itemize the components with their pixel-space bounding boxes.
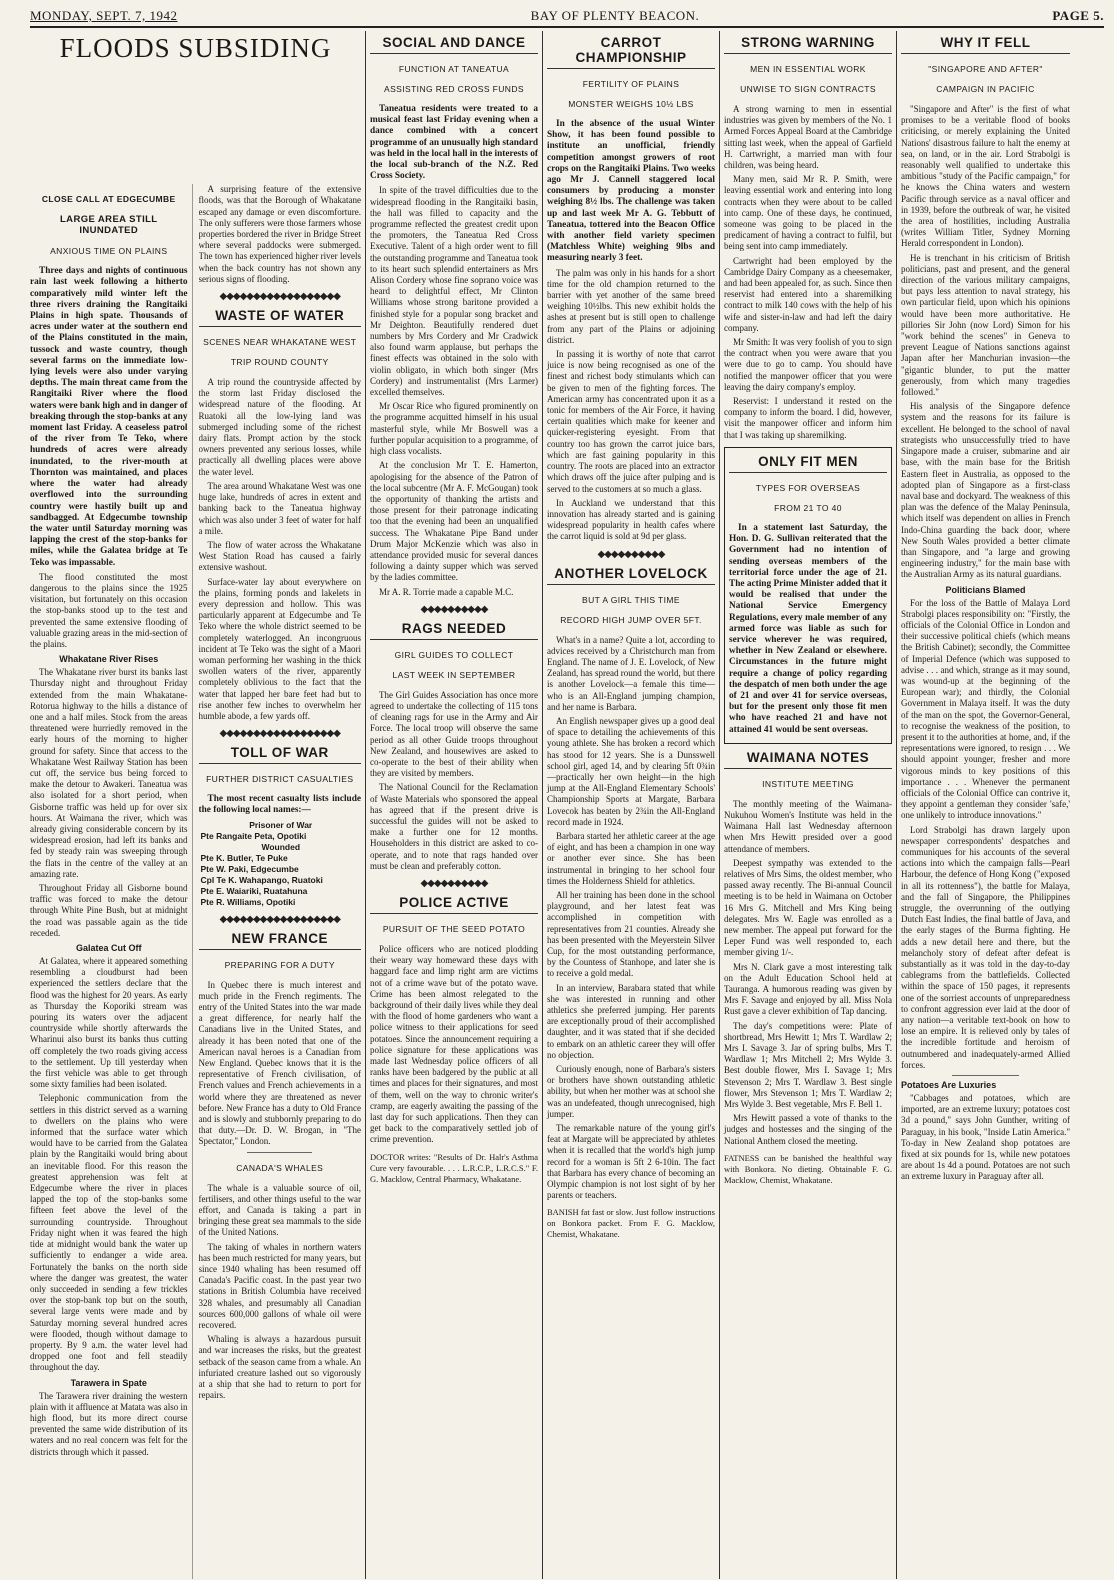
waimana-para: Deepest sympathy was extended to the relatives of Mrs Sims, the oldest member, who passed away recently. The Bi-annual Council meeting is to be held in Waimana on October 16 Mrs G. Mitchell and Mrs King being delegates. Mrs W. Eagle was enrolled as a new member. The appeal put forward for the Leper Fund was well responded to, each member giving 1/-. — [724, 857, 892, 958]
waste-para: A trip round the countryside affected by the storm last Friday disclosed the widespread nature of the flooding. At Ruatoki all the low-lying land was submerged including some of the richest dairy flats. Prompt action by the stock owners prevented any serious losses, while practically all dwelling places were above the water level. — [198, 377, 361, 477]
lovelock-para: What's in a name? Quite a lot, according to advices received by a Christchurch man from England. The name of J. E. Lovelock, of New Zealand, has spread round the world, but there is another Lovelock—a female this time—who is an All-England jumping champion, and her name is Barbara. — [547, 634, 715, 712]
floods-sub-1: CLOSE CALL AT EDGECUMBE — [41, 194, 176, 205]
floods-para: At Galatea, where it appeared something resembling a cloudburst had been experienced the settlers declare that the flood was the highest for 20 years. As early as Thursday the Koporiki stream was pouring its waters over the adjacent countryside while shortly afterwards the Wharinui also burst its banks thus cutting off completely the two roads giving access to the settlement. Up till yesterday when the first vehicle was able to get through some sixty families had been isolated. — [30, 956, 188, 1090]
whyfell-para: "Singapore and After" is the first of what promises to be a veritable flood of books criticising, or merely explaining the United Nations' disastrous failure to halt the enemy at sea, on land, or in the air. Lord Strabolgi is reasonably well qualified to undertake this ambitious "study of the Pacific campaign," for he knows the China waters and western Pacific through service as a naval officer and in 1939, before the outbreak of war, he visited the area of hostilities, including Australia (writes William Titler, Sydney Morning Herald correspondent in London). — [901, 104, 1070, 249]
whyfell-para: He is trenchant in his criticism of British politicians, past and present, and the general direction of the various military campaigns, but pays less attention to naval strategy, his own particular field, upon which his opinions would have been more authoritative. He pillories Sir John (now Lord) Simon for his "work behind the scenes" in Geneva to prevent League of Nations sanctions against Japan after her Manchurian invasion—the "gigantic blunder, to put the matter generously, from which many tragedies followed." — [901, 252, 1070, 398]
floods-subhead: Galatea Cut Off — [75, 943, 142, 954]
rags-sub-2: LAST WEEK IN SEPTEMBER — [392, 669, 516, 680]
lovelock-sub-2: RECORD HIGH JUMP OVER 5FT. — [560, 614, 702, 625]
warning-para: Many men, said Mr R. P. Smith, were leaving essential work and entering into long contracts when they were about to be called into camp. One of these days, he continued, someone was going to be placed in the predicament of having a contract to fulfil, but being sent into camp immediately. — [724, 174, 892, 252]
whyfell-para: His analysis of the Singapore defence system and the reasons for its failure is excellent. He belonged to the school of naval strategists who unsuccessfully tried to have Singapore made a cruiser, submarine and air base, with the main base for the British Eastern fleet in Australia, as opposed to the adopted plan of Singapore as a first-class naval base and dockyard. The weakness of this plan was the defence of the Malay Peninsula, which itself was dependent on allies in French Indo-China guarding the back door, where New South Wales provided a better climate than Singapore, and "a large and growing engineering industry," for the main base with the Australian Army as its natural guardians. — [901, 401, 1070, 580]
whales-para: Whaling is always a hazardous pursuit and war increases the risks, but the greatest setback of the season came from a whale. An infuriated creature lashed out so vigorously at a ship that she had to return to port for repairs. — [198, 1334, 361, 1401]
fitmen-sub-2: FROM 21 TO 40 — [774, 502, 842, 513]
social-para: At the conclusion Mr T. E. Hamerton, apologising for the absence of the Patron of the local subcentre (Mr A. F. McGougan) took the opportunity of thanking the artists and those present for their patronage indicating too that the evening had been an unqualified success. The Whakatane Pipe Band under Drum Major McKenzie which was also in attendance provided music for several dances following a dainty supper which was served by the ladies committee. — [370, 460, 538, 583]
carrot-para: The palm was only in his hands for a short time for the old champion returned to the barrier with yet another of the same breed weighing 10½lbs. This new exhibit holds the ashes at present but is still open to challenge from any part of the Plains or adjoining district. — [547, 267, 715, 345]
floods-sub-2: LARGE AREA STILL INUNDATED — [59, 214, 158, 237]
france-sub: PREPARING FOR A DUTY — [224, 959, 335, 970]
waste-para: The flow of water across the Whakatane West Station Road has caused a fairly extensive washout. — [198, 539, 361, 573]
waimana-para: Mrs N. Clark gave a most interesting talk on the Adult Education School held at Tauranga. A humorous reading was given by Mrs F. Savage and enjoyed by all. Miss Nola Rust gave a clever exhibition of Tap dancing. — [724, 961, 892, 1017]
floods-headline: FLOODS SUBSIDING — [59, 33, 332, 63]
fitmen-lead: In a statement last Saturday, the Hon. D. G. Sullivan reiterated that the Government had no intention of sending overseas members of the territorial force under the age of 21. The acting Prime Minister added that it would be realised that under the National Service Emergency Regulations, every male member of any armed force was liable as such for service wherever he was required, whether in New Zealand or elsewhere. Circumstances in the future might require a change of policy regarding the despatch of men both under the age of 21 and over 41 for service overseas, but for the present only those fit men who have reached 21 and have not attained 41 would be sent overseas. — [729, 522, 887, 735]
rags-sub-1: GIRL GUIDES TO COLLECT — [394, 649, 514, 660]
floods-right-col — [199, 184, 362, 1579]
lovelock-para: The remarkable nature of the young girl's feat at Margate will be appreciated by athletes when it is recalled that the world's high jump record for a woman is 5ft 2 6-10in. The fact that Barbara has every chance of becoming an Olympic champion is not lost sight of by her parents or teachers. — [547, 1123, 715, 1201]
floods-para: Telephonic communication from the settlers in this district served as a warning to dwellers on the plains who were informed that the surface water which would have to be carried from the Galatea plain by the Rangitaiki would bring about an inevitable flood. For this reason the greatest apprehension was felt at Edgecumbe where the river in places lapped the top of the stop-banks some fifteen feet above the level of the surrounding countryside. Throughout Friday night when it was feared the high tide at midnight would bank the water up sufficiently to endanger a wide area. Fortunately the banks on the north side where the danger was greatest, the water only succeeded in sending a few trickles over the stop-bank top but on the south, several large vents were made and by Saturday morning several hundred acres were flooded, though without damage to property. By 9 a.m. the water level had dropped one foot and fell steadily throughout the day. — [30, 1093, 188, 1373]
toll-intro: The most recent casualty lists include the following local names:— — [198, 794, 361, 816]
pharmacy-advert: DOCTOR writes: "Results of Dr. Halr's Asthma Cure very favourable. . . . L.R.C.P., L.R.C.S." F. G. Macklow, Central Pharmacy, Whakatane. — [370, 1151, 538, 1184]
whyfell-subhead: Politicians Blamed — [945, 584, 1026, 595]
lovelock-sub-1: BUT A GIRL THIS TIME — [582, 594, 680, 605]
list-item: Pte E. Waiariki, Ruatahuna — [200, 885, 308, 896]
floods-para: The flood constituted the most dangerous to the plains since the 1925 visitation, but fortunately on this occasion the stop-banks stood up to the test and prevented the same extensive flooding of valuable grazing areas in the mid-section of the plains. — [30, 571, 188, 649]
police-para: Police officers who are noticed plodding their weary way homeward these days with haggard face and limp right arm are victims not of a crime wave but of the potato wave. Crime has been almost relegated to the background of their daily lives while they deal with the flood of home gardeners who want a police witness to their applications for seed potatoes. Since the announcement requiring a police signature for these applications was made last Wednesday police officers of all ranks have been badgered by the public at all times and places for their signatures, and most of them, well on the way to chronic writer's cramp, are eagerly awaiting the passing of the last day for such applications. Then they can get back to the comparatively settled job of crime prevention. — [370, 943, 538, 1145]
whyfell-para: Lord Strabolgi has drawn largely upon newspaper correspondents' despatches and communiques for his accounts of the several actions into which the campaign falls—Pearl Harbour, the defence of Hong Kong ("exposed in all its rottenness"), the battle for Malaya, and the fall of Singapore, the Philippines struggle, the overrunning of the outlying Dutch East Indies, the final battle of Java, and the early stages of the Burma fighting. He adds a new detail here and there, but the melancholy story of defeat after defeat is substantially as it was told in the day-to-day cablegrams from the battlefields. Collected within the space of 150 pages, it represents one of the sorriest accounts of unpreparedness to confront aggression ever laid at the door of any nation—a veritable text-book on how to lose an empire. It is relieved only by tales of the incredible fortitude and heroism of outnumbered and inadequately-armed Allied forces. — [901, 824, 1070, 1070]
list-heading: Wounded — [261, 841, 301, 852]
social-para: Mr A. R. Torrie made a capable M.C. — [379, 586, 514, 597]
warning-sub-1: MEN IN ESSENTIAL WORK — [750, 64, 866, 74]
floods-subhead: Whakatane River Rises — [59, 654, 159, 665]
floods-sub-3: ANXIOUS TIME ON PLAINS — [50, 246, 168, 257]
list-item: Pte K. Butler, Te Puke — [200, 852, 288, 863]
police-headline: POLICE ACTIVE — [370, 895, 538, 914]
carrot-sub-1: FERTILITY OF PLAINS — [582, 79, 680, 89]
waimana-para: The day's competitions were: Plate of shortbread, Mrs Hewitt 1; Mrs T. Wardlaw 2; Mrs I. Savage 3. Jar of spring bulbs, Mrs T. Wardlaw 1; Mrs Mitchell 2; Mrs Wylde 3. Best double flower, Mrs I. Savage 1; Mrs Stevenson 2; Mrs T. Wardlaw 3. Best single flower, Mrs Stevenson 1; Mrs T. Wardlaw 2; Mrs Wylde 3. Best vegetable, Mrs F. Bell 1. — [724, 1020, 892, 1110]
warning-sub-2: UNWISE TO SIGN CONTRACTS — [740, 84, 876, 94]
waimana-headline: WAIMANA NOTES — [724, 750, 892, 769]
carrot-sub-2: MONSTER WEIGHS 10½ LBS — [568, 99, 694, 109]
social-sub-1: FUNCTION AT TANEATUA — [398, 64, 510, 74]
social-headline: SOCIAL AND DANCE — [370, 35, 538, 54]
social-para: Mr Oscar Rice who figured prominently on the programme acquitted himself in his usual masterful style, while Mr Boswell was a further popular acquisition to a programme, of high class vocalists. — [370, 401, 538, 457]
column-floods — [30, 31, 366, 1579]
list-item: Pte Rangaite Peta, Opotiki — [200, 830, 307, 841]
lovelock-headline: ANOTHER LOVELOCK — [547, 566, 715, 585]
warning-para: Reservist: I understand it rested on the company to inform the board. I did, however, visit the manpower officer and inform him that I was taking up sharemilking. — [724, 396, 892, 440]
list-heading: Prisoner of War — [249, 819, 313, 830]
list-item: Pte W. Paki, Edgecumbe — [200, 863, 299, 874]
floods-subhead: Tarawera in Spate — [70, 1377, 147, 1388]
column-warning — [720, 31, 897, 1579]
waste-headline: WASTE OF WATER — [199, 308, 362, 327]
lovelock-para: All her training has been done in the school playground, and her latest feat was accomplished in competition with representatives from 21 counties. Already she has been presented with the Meyerstein Silver Cup, for the most outstanding performance, by the Countess of Stanhope, and later she is to receive a gold medal. — [547, 889, 715, 979]
divider — [952, 1075, 1020, 1076]
toll-sub: FURTHER DISTRICT CASUALTIES — [206, 774, 354, 785]
carrot-lead: In the absence of the usual Winter Show, it has been found possible to institute an unofficial, friendly competition amongst growers of root crops on the Rangitaiki Plains. Two weeks ago Mr J. Cannell staggered local consumers by producing a monster weighing 8½ lbs. The challenge was taken up and last week Mr A. G. Tebbutt of Taneatua, tottered into the Beacon Office with another field variety specimen (Matchless White) weighing 9lbs and measuring nearly 3 feet. — [547, 119, 715, 264]
casualty-list — [201, 820, 362, 908]
waste-sub-2: TRIP ROUND COUNTY — [230, 357, 329, 368]
france-headline: NEW FRANCE — [199, 931, 362, 950]
rags-para: The National Council for the Reclamation of Waste Materials who sponsored the appeal has agreed that if the present drive is successful the guides will not be asked to make a further one for 12 months. Householders in this district are asked to co-operate, and to note that rags handed over must be clean and preferably cotton. — [370, 782, 538, 871]
waimana-para: The monthly meeting of the Waimana-Nukuhou Women's Institute was held in the Waimana Hall last Wednesday afternoon when Mrs Hewitt presided over a good attendance of members. — [724, 798, 892, 854]
ornament-rule: ◆◆◆◆◆◆◆◆◆◆◆◆◆◆◆◆◆◆ — [219, 913, 340, 925]
police-sub: PURSUIT OF THE SEED POTATO — [382, 923, 526, 934]
floods-para: The Whakatane river burst its banks last Thursday night and throughout Friday extended from the main Whakatane-Rotorua highway to the hills a distance of one and a half miles. Stock from the areas threatened were hurriedly removed in the early hours of the morning to higher ground for safety. Since that access to the Whakatane West Railway Station has been cut off, the service bus being forced to make the detour to Awakeri. Taneatua was also isolated for a short period, when Gisborne traffic was held up for over six hours. At Waimana the river, which was already giving considerable concern by its widespread erosion, had left its banks and fed by steady rain was sweeping through the flats in the centre of the valley at an amazing rate. — [30, 667, 188, 879]
fitmen-sub-1: TYPES FOR OVERSEAS — [755, 482, 861, 493]
waste-sub-1: SCENES NEAR WHAKATANE WEST — [203, 337, 357, 348]
waimana-para: Mrs Hewitt passed a vote of thanks to the judges and hostesses and the singing of the National Anthem closed the meeting. — [724, 1113, 892, 1146]
rags-headline: RAGS NEEDED — [370, 621, 538, 640]
lovelock-para: Barbara started her athletic career at the age of eight, and has been a champion in one way or another ever since. She has been instrumental in bringing to her school four times the Holderness Shield for athletics. — [547, 830, 715, 886]
ornament-rule: ◆◆◆◆◆◆◆◆◆◆ — [597, 548, 665, 560]
column-carrot — [543, 31, 720, 1579]
whyfell-para: For the loss of the Battle of Malaya Lord Strabolgi places responsibility on: "Firstly, the officials of the Colonial Office in London and their successive political chiefs (which means the British Cabinet); secondly, the Committee of Imperial Defence (which was supposed to advise . . . and which, strange as it may sound, was wound-up at the beginning of the European war); and thirdly, the Colonial Government in Malaya itself. It was the duty of the man on the spot, the Governor-General, to recognise the weakness of the position, to present it to the authorities at home, and, if the representations were ignored, to resign . . . We should appoint younger, fresher and more vigorous minds to key positions of this importance . . . Whenever the permanent officials of the Colonial Office can contrive it, they appoint a gentleman they consider 'safe,' one unlikely to introduce innovations." — [901, 597, 1070, 821]
columns — [30, 31, 1104, 1579]
list-item: Pte R. Williams, Opotiki — [200, 896, 296, 907]
whyfell-headline: WHY IT FELL — [901, 35, 1070, 54]
warning-para: Mr Smith: It was very foolish of you to sign the contract when you were aware that you were due to go to camp. You should have notified the manpower officer that you were leaving the dairy company's employ. — [724, 337, 892, 392]
ornament-rule: ◆◆◆◆◆◆◆◆◆◆◆◆◆◆◆◆◆◆ — [219, 728, 340, 740]
whyfell-sub-2: CAMPAIGN IN PACIFIC — [936, 84, 1035, 94]
whales-para: The whale is a valuable source of oil, fertilisers, and other things useful to the war effort, and Canada is taking a part in bringing these great sea mammals to the side of the United Nations. — [198, 1182, 361, 1238]
whyfell-sub-1: "SINGAPORE AND AFTER" — [928, 64, 1043, 74]
paper-name: BAY OF PLENTY BEACON. — [530, 8, 700, 23]
lovelock-para: Curiously enough, none of Barbara's sisters or brothers have shown outstanding athletic ability, but when her mother was at school she was an undefeated, though unrecognised, high jumper. — [547, 1064, 715, 1119]
page-number: PAGE 5. — [1052, 8, 1104, 23]
waste-para: The area around Whakatane West was one huge lake, hundreds of acres in extent and banking back to the Taneatua highway which was also under 3 feet of water for half a mile. — [198, 480, 361, 536]
issue-date: MONDAY, SEPT. 7, 1942 — [30, 8, 178, 23]
potatoes-subhead: Potatoes Are Luxuries — [901, 1080, 997, 1091]
rags-para: The Girl Guides Association has once more agreed to undertake the collecting of 115 tons of cleaning rags for use in the Army and Air Force. The local troop will observe the same period as all other Guide troops throughout New Zealand, and housewives are asked to co-operate to the best of their ability when they are visited by members. — [370, 689, 538, 779]
bonkora-advert: BANISH fat fast or slow. Just follow instructions on Bonkora packet. From F. G. Macklow, Chemist, Whakatane. — [547, 1207, 715, 1240]
social-sub-2: ASSISTING RED CROSS FUNDS — [384, 84, 524, 94]
toll-headline: TOLL OF WAR — [199, 745, 362, 764]
waste-para: Surface-water lay about everywhere on the plains, forming ponds and lakelets in every depression and hollow. This was particularly apparent at Edgecumbe and Te Teko where the whole district seemed to be completely waterlogged. An incongruous incident at Te Teko was the sight of a Maori woman performing her washing in the thick swollen waters of the river, apparently completely oblivious to the fact that the water that lapped her bare feet had but to rise another few inches to overwhelm her humble abode, a few yards off. — [198, 576, 361, 721]
ornament-rule: ◆◆◆◆◆◆◆◆◆◆ — [420, 877, 488, 889]
waimana-sub: INSTITUTE MEETING — [762, 778, 854, 789]
floods-para: A surprising feature of the extensive floods, was that the Borough of Whakatane escaped any damage or even discomforture. The only sufferers were those farmers whose properties bordered the river in Bridge Street where several paddocks were submerged. The town has experienced higher river levels when the back country has not shown any serious signs of flooding. — [198, 184, 361, 284]
france-para: In Quebec there is much interest and much pride in the French regiments. The entry of the United States into the war made a great difference, for nearly half the Canadians live in the United States, and already it has been noted that one of the American naval heroes is a Canadian from New England. Quebec knows that it is the representative of French civilisation, of French values and French achievements in a world where they are threatened as never before. New France has a duty to Old France and is slowly and stubbornly preparing to do that duty.—Dr. D. W. Brogan, in "The Spectator," London. — [198, 979, 361, 1147]
floods-para: The Tarawera river draining the western plain with it affluence at Matata was also in high flood, but its more direct course prevented the same wide distribution of its waters and no real concern was felt for the districts through which it passed. — [30, 1390, 188, 1457]
whales-headline: CANADA'S WHALES — [236, 1162, 324, 1173]
list-item: Cpl Te K. Wahapango, Ruatoki — [200, 874, 323, 885]
carrot-para: In passing it is worthy of note that carrot juice is now being recognised as one of the finest and richest body stimulants which can be given to men of the fighting forces. The American army has concentrated upon it as a tonic for members of the Air Force, it having certain qualities which make for keener and quicker-registering eyesight. From that country too has grown the carrot juice bars, which are fast gaining popularity in this country. The roots are placed into an extractor which draws off the juice after pulping and is served to the customers at so much a glass. — [547, 349, 715, 494]
fitmen-box — [724, 447, 892, 744]
fitmen-headline: ONLY FIT MEN — [729, 454, 887, 473]
lovelock-para: An English newspaper gives up a good deal of space to detailing the achievements of this young athlete. She has broken a record which has stood for 12 years. She is a Dunsswell school girl, aged 14, and by clearing 5ft 0¾in—practically her own height—in the high jump at the All-England Elementary Schools' Championship Sports at Margate, Barbara Lovecok has beaten by 2¾in the All-England record made in 1924. — [547, 715, 715, 827]
column-whyfell — [897, 31, 1074, 1579]
floods-lead: Three days and nights of continuous rain last week following a hitherto comparatively mild winter left the three rivers draining the Rangitaiki Plains in high spate. Thousands of acres under water at the southern end of the Plains constituted in the main, tussock and waste country, though several farms on the immediate low-lying levels were also under varying depths. The main threat came from the Rangitaiki River where the flood waters were bank high and in danger of breaking through the stop-banks at any moment last Friday. A ceaseless patrol of the river from Te Teko, where hundreds of acres were already inundated, to the river-mouth at Thornton was maintained, and places where the water had already overflowed into the surrounding country were hastily built up and sandbagged. At Edgecumbe township the water until Saturday morning was lapping the crest of the stop-banks for miles, while the Galatea bridge at Te Teko was impassable. — [30, 266, 188, 568]
carrot-headline: CARROT CHAMPIONSHIP — [547, 35, 715, 69]
divider — [247, 1152, 312, 1153]
ornament-rule: ◆◆◆◆◆◆◆◆◆◆◆◆◆◆◆◆◆◆ — [219, 291, 340, 303]
potatoes-para: "Cabbages and potatoes, which are imported, are an extreme luxury; potatoes cost 3d a pound," says John Gunther, writing of Paraguay, in his book, "Inside Latin America." To-day in New Zealand shop potatoes are fixed at six pounds for 1s, while new potatoes are about 1s 4d a pound. Potatoes are not such an extreme luxury in Paraguay after all. — [901, 1093, 1070, 1182]
floods-para: Throughout Friday all Gisborne bound traffic was forced to make the detour through White Pine Bush, but at midnight the road was passable again as the tide receded. — [30, 883, 188, 938]
masthead — [30, 6, 1104, 28]
whales-para: The taking of whales in northern waters has been much restricted for many years, but since 1940 whaling has been resumed off Canada's Pacific coast. In the past year two stations in British Columbia have received 328 whales, and presumably all Canadian sources 600,000 gallons of whale oil were recovered. — [198, 1241, 361, 1331]
column-social — [366, 31, 543, 1579]
ornament-rule: ◆◆◆◆◆◆◆◆◆◆ — [420, 603, 488, 615]
floods-left-col — [30, 184, 193, 1579]
lovelock-para: In an interview, Barabara stated that while she was interested in running and other athletics she preferred jumping. Her parents are exceptionally proud of their accomplished daughter, and it was stated that if she decided to embark on an athletic career they will offer no objection. — [547, 982, 715, 1060]
warning-headline: STRONG WARNING — [724, 35, 892, 54]
social-para: In spite of the travel difficulties due to the widespread flooding in the Rangitaiki basin, the hall was filled to capacity and the programme reflected the greatest credit upon the promoters, the Taneatua Red Cross Executive. Talent of a high order went to fill the outstanding programme and Taneatua took to its heart such splendid entertainers as Mrs Alison Cordery whose fine soprano voice was heard to delightful effect, Mr Clinton Williams whose strong baritone provided a finished style for a popular song bracket and Mr Deighton. Beautifully rendered duet numbers by Mrs Cordery and Mr Cradwick also found warm applause, but perhaps the finest effects was obtained in the solo with violin obligato, in which both singer (Mrs Cordery) and instrumentalist (Mrs Larmer) excelled themselves. — [370, 185, 538, 398]
warning-para: A strong warning to men in essential industries was given by members of the No. 1 Armed Forces Appeal Board at the Cambridge sitting last week, when the appeal of Garfield H. Cartwright, a married man with four children, was being heard. — [724, 104, 892, 171]
carrot-para: In Auckland we understand that this innovation has already started and is gaining widespread popularity in health cafes where the carrot liquid is sold at 9d per glass. — [547, 497, 715, 542]
fatness-advert: FATNESS can be banished the healthful way with Bonkora. No dieting. Obtainable F. G. Macklow, Chemist, Whakatane. — [724, 1152, 892, 1185]
social-lead: Taneatua residents were treated to a musical feast last Friday evening when a dance combined with a concert programme of an unusually high standard was held in the local hall in the interests of the local sub-branch of the N.Z. Red Cross Society. — [370, 104, 538, 182]
warning-para: Cartwright had been employed by the Cambridge Dairy Company as a cheesemaker, and had been appealed for, as such. Since then reservist had entered into a sharemilking contract to milk 140 cows with the help of his wife and sister-in-law and had left the dairy company. — [724, 255, 892, 333]
